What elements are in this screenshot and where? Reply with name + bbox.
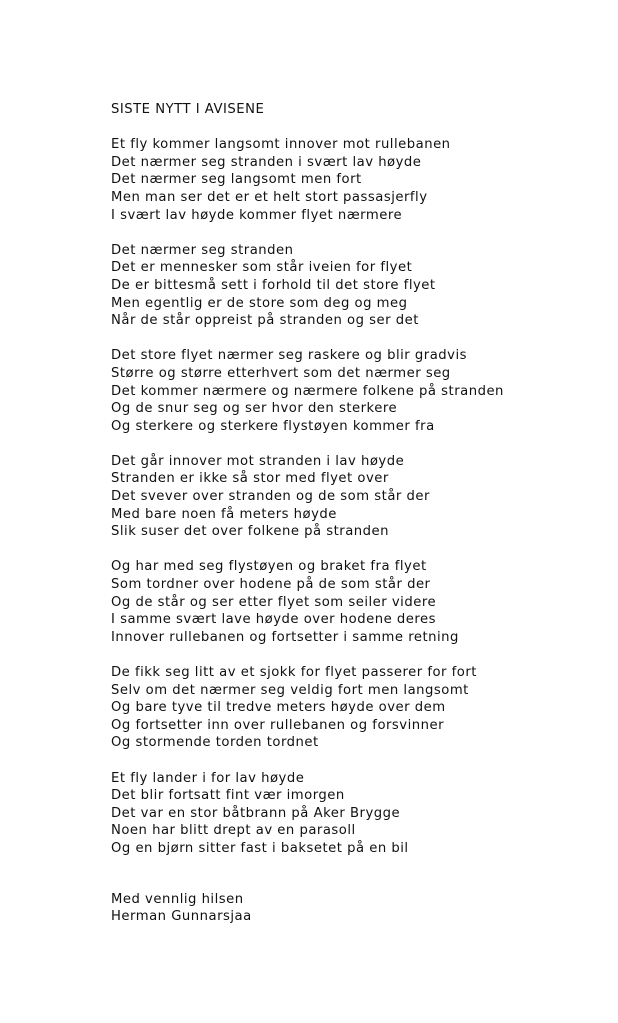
signature-closing: Med vennlig hilsen [111, 891, 244, 907]
stanza-1-line-2: Det nærmer seg stranden i svært lav høyde [111, 154, 422, 170]
stanza-2-line-1: Det nærmer seg stranden [111, 242, 294, 258]
stanza-4-line-3: Det svever over stranden og de som står der [111, 489, 430, 505]
stanza-3-line-2: Større og større etterhvert som det nærmer seg [111, 365, 451, 381]
stanza-5-line-5: Innover rullebanen og fortsetter i samme retning [111, 629, 459, 645]
stanza-2-line-2: Det er mennesker som står iveien for flyet [111, 260, 413, 276]
document-page [111, 101, 611, 926]
stanza-1-line-4: Men man ser det er et helt stort passasjerfly [111, 189, 428, 205]
stanza-6-line-4: Og fortsetter inn over rullebanen og forsvinner [111, 717, 445, 733]
stanza-1-line-5: I svært lav høyde kommer flyet nærmere [111, 207, 403, 223]
stanza-7-line-5: Og en bjørn sitter fast i baksetet på en bil [111, 840, 409, 856]
signature-block [111, 891, 611, 926]
poem-title: SISTE NYTT I AVISENE [111, 102, 265, 117]
stanza-6 [111, 664, 611, 752]
stanza-6-line-5: Og stormende torden tordnet [111, 735, 319, 751]
stanza-7-line-1: Et fly lander i for lav høyde [111, 770, 305, 786]
stanza-3-line-3: Det kommer nærmere og nærmere folkene på stranden [111, 383, 504, 399]
stanza-7 [111, 770, 611, 858]
stanza-5-line-4: I samme svært lave høyde over hodene deres [111, 612, 436, 628]
stanza-4-line-5: Slik suser det over folkene på stranden [111, 524, 390, 540]
stanza-2 [111, 242, 611, 330]
stanza-2-line-5: Når de står oppreist på stranden og ser det [111, 313, 419, 329]
stanza-3-line-5: Og sterkere og sterkere flystøyen kommer fra [111, 418, 435, 434]
signature-name: Herman Gunnarsjaa [111, 909, 252, 925]
stanza-6-line-2: Selv om det nærmer seg veldig fort men langsomt [111, 682, 469, 698]
stanza-2-line-4: Men egentlig er de store som deg og meg [111, 295, 408, 311]
stanza-1-line-3: Det nærmer seg langsomt men fort [111, 172, 362, 188]
stanza-6-line-1: De fikk seg litt av et sjokk for flyet passerer for fort [111, 665, 477, 680]
stanza-5-line-1: Og har med seg flystøyen og braket fra flyet [111, 559, 427, 575]
stanza-4 [111, 453, 611, 541]
stanza-3 [111, 347, 611, 435]
stanza-2-line-3: De er bittesmå sett i forhold til det store flyet [111, 277, 436, 293]
stanza-5-line-2: Som tordner over hodene på de som står der [111, 577, 431, 593]
stanza-1 [111, 136, 611, 224]
stanza-1-line-1: Et fly kommer langsomt innover mot rullebanen [111, 137, 451, 153]
stanza-4-line-4: Med bare noen få meters høyde [111, 506, 337, 522]
stanza-7-line-2: Det blir fortsatt fint vær imorgen [111, 788, 345, 804]
stanza-6-line-3: Og bare tyve til tredve meters høyde over dem [111, 700, 446, 716]
stanza-5-line-3: Og de står og ser etter flyet som seiler videre [111, 594, 437, 610]
stanza-4-line-2: Stranden er ikke så stor med flyet over [111, 471, 389, 487]
stanza-3-line-1: Det store flyet nærmer seg raskere og blir gradvis [111, 348, 467, 364]
stanza-5 [111, 558, 611, 646]
stanza-7-line-4: Noen har blitt drept av en parasoll [111, 823, 356, 839]
stanza-4-line-1: Det går innover mot stranden i lav høyde [111, 453, 405, 469]
stanza-3-line-4: Og de snur seg og ser hvor den sterkere [111, 401, 398, 417]
stanza-7-line-3: Det var en stor båtbrann på Aker Brygge [111, 805, 401, 821]
